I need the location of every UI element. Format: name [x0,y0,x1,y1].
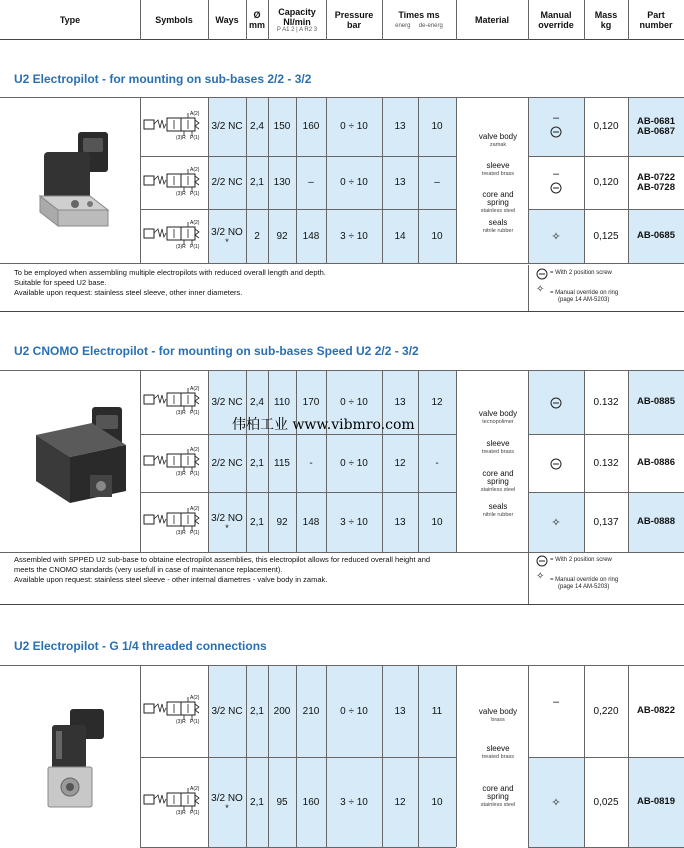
column-divider [418,665,419,847]
material-entry [474,745,522,761]
material-entry [474,503,522,519]
column-divider [246,97,247,263]
symbol-label-r: (3)R [176,410,186,416]
cap1-value: 95 [276,796,288,808]
legend-screw: = With 2 position screw [550,557,612,563]
ways-value [208,434,246,492]
energ-value: 13 [394,705,406,717]
part-number [628,665,684,757]
column-divider [208,370,209,552]
mass-value: 0,120 [593,121,619,132]
column-divider [326,665,327,847]
header-diameter [246,0,268,40]
material-entry [474,708,522,724]
column-divider [268,97,269,263]
capacity-unit: Nl/min [283,16,311,27]
material-type: treated brass [481,171,515,177]
pressure-value: 0 ÷ 10 [340,457,368,469]
header-divider [326,0,327,40]
mass-value: 0,220 [593,705,619,717]
ways-text: 3/2 NC [211,396,243,408]
header-part [628,0,684,40]
pressure-label: Pressure [334,10,374,20]
screw-icon [550,457,562,469]
pressure-value: 0 ÷ 10 [340,396,368,408]
part-number [628,434,684,492]
ways-value [208,757,246,847]
override-dash: – [552,167,560,180]
symbol-label-a: A(2) [190,110,200,117]
energ-value: 13 [394,516,406,528]
column-divider [418,97,419,263]
header-divider [382,0,383,40]
energ-value: 12 [394,796,406,808]
legend-screw: = With 2 position screw [550,270,612,276]
diam-value: 2,1 [250,177,264,188]
manual-ring-icon: ✧ [551,230,561,243]
section-divider [0,604,684,605]
material-type: stainless steel [480,487,516,493]
symbol-label-r: (3)R [176,719,186,725]
ways-value [208,97,246,156]
energ-value: 13 [394,396,406,408]
override-label: override [538,20,574,30]
mass-label: Mass [594,10,618,20]
symbol-label-a: A(2) [190,166,200,173]
note-line: Assembled with SPPED U2 sub-base to obtaine electropilot assemblies, this electropilot allows for reduced overall height and [14,555,431,564]
column-divider [584,370,585,552]
column-divider [382,665,383,847]
column-divider [140,97,141,263]
part-number [628,757,684,847]
cap1-value: 115 [274,457,290,469]
material-entry [474,440,522,456]
legend-ring: = Manual override on ring [550,290,619,296]
mass-value: 0,125 [593,230,619,242]
symbol-label-p: P(1) [190,471,200,477]
header-capacity [268,0,326,40]
section-title: U2 Electropilot - for mounting on sub-bases 2/2 - 3/2 [14,72,312,86]
screw-icon [536,554,548,566]
deenerg-value: 11 [431,705,443,717]
note-line: To be employed when assembling multiple electropilots with reduced overall length and depth. [14,268,326,277]
part-label: Part [647,10,665,20]
table-divider [0,263,684,264]
pressure-unit: bar [346,20,361,30]
column-divider [584,97,585,263]
energ-value: 13 [394,121,406,132]
mass-value: 0.132 [593,457,619,469]
material-entry [474,133,522,149]
ways-text: 3/2 NO [211,792,243,804]
symbol-label-r: (3)R [176,810,186,816]
column-divider [628,665,629,847]
notes-divider [528,265,529,311]
part-number-b: AB-0687 [636,125,676,137]
section-divider [0,311,684,312]
cap2-value: 148 [302,230,320,242]
manual-label: Manual [540,10,572,20]
symbol-label-a: A(2) [190,386,200,392]
capacity-label: Capacity [278,6,316,17]
legend-page: (page 14 AM-5203) [558,297,610,303]
times-energ: energ [395,23,411,29]
column-divider [456,97,457,263]
cap2-value: – [308,177,314,188]
cap1-value: 92 [276,516,288,528]
material-entry [474,410,522,426]
deenerg-value: 12 [431,396,443,408]
mass-value: 0.132 [593,396,619,408]
column-divider [326,97,327,263]
column-divider [418,370,419,552]
watermark: 伟柏工业 www.vibmro.com [232,417,415,433]
header-mass [584,0,628,40]
column-divider [296,370,297,552]
override-dash: – [552,696,560,708]
pressure-value: 0 ÷ 10 [340,121,368,132]
header-symbols: Symbols [155,15,193,25]
header-divider [246,0,247,40]
deenerg-value: 10 [431,516,443,528]
cap1-value: 92 [276,230,288,242]
material-part: valve body [478,707,518,716]
part-number [628,492,684,552]
screw-icon [550,396,562,408]
column-divider [296,665,297,847]
symbol-label-a: A(2) [190,447,200,453]
column-divider [296,97,297,263]
symbol-label-a: A(2) [190,695,200,701]
note-line: meets the CNOMO standards (very usefull in case of maintenance replacement). [14,565,283,574]
material-type: brass [491,717,505,723]
column-divider [140,370,141,552]
column-divider [208,97,209,263]
symbol-label-a: A(2) [190,506,200,512]
material-part: sleeve [486,744,510,753]
energ-value: 12 [394,457,406,469]
column-divider [456,370,457,552]
column-divider [584,665,585,847]
note-line: Suitable for speed U2 base. [14,278,107,287]
deenerg-value: 10 [431,796,443,808]
material-entry [474,785,522,809]
material-part: core and spring [482,190,514,207]
material-part: seals [488,218,508,227]
symbol-label-a: A(2) [190,220,200,226]
cap2-value: 148 [302,516,320,528]
cap1-value: 130 [273,177,291,188]
product-photo [30,130,120,230]
diam-value: 2,4 [250,121,264,132]
header-type: Type [59,15,81,25]
product-photo [42,705,112,815]
symbol-label-p: P(1) [190,530,200,536]
screw-icon [536,267,548,279]
mass-unit: kg [600,20,612,30]
diam-unit: mm [248,20,265,30]
times-deenerg: de-energ [418,23,443,29]
header-manual [528,0,584,40]
material-part: valve body [478,409,518,418]
deenerg-value: 10 [431,230,443,242]
header-ways: Ways [215,15,239,25]
cap1-value: 110 [274,396,290,408]
header-divider [456,0,457,40]
material-type: tecnopolimer [482,419,514,425]
diam-value: 2,4 [250,396,264,408]
cap2-value: 210 [302,705,320,717]
capacity-sub1: P A1 2 [276,26,295,33]
part-number-a: AB-0885 [636,396,676,407]
mass-value: 0,025 [593,796,619,808]
note-star: * [225,802,229,813]
column-divider [140,665,141,847]
header-times [382,0,456,40]
header-divider [208,0,209,40]
cap2-value: 170 [302,396,320,408]
symbol-label-a: A(2) [190,786,200,792]
header-divider [584,0,585,40]
pressure-value: 3 ÷ 10 [340,230,368,242]
symbol-label-p: P(1) [190,810,200,816]
deenerg-value: - [435,457,439,469]
ways-text: 3/2 NC [211,705,243,717]
part-number-a: AB-0681 [636,115,676,127]
section-title: U2 CNOMO Electropilot - for mounting on sub-bases Speed U2 2/2 - 3/2 [14,344,419,358]
table-header [0,0,684,40]
ways-value [208,492,246,552]
manual-ring-icon: ✧ [551,516,561,529]
header-divider [628,0,629,40]
symbol-label-p: P(1) [190,244,200,250]
ways-value [208,209,246,263]
header-pressure [326,0,382,40]
material-type: treated brass [481,754,515,760]
note-star: * [225,522,229,533]
diam-value: 2,1 [250,516,264,528]
material-part: valve body [478,132,518,141]
energ-value: 13 [394,177,406,188]
ways-text: 3/2 NC [211,121,243,132]
diam-value: 2,1 [250,705,264,717]
times-label: Times ms [398,10,440,20]
part-number-a: AB-0822 [636,705,676,716]
legend-page: (page 14 AM-5203) [558,584,610,590]
column-divider [382,97,383,263]
symbol-label-r: (3)R [176,530,186,536]
header-divider [140,0,141,40]
material-type: nitrile rubber [482,228,514,234]
column-divider [326,370,327,552]
material-entry [474,219,522,235]
material-type: stainless steel [480,802,516,808]
part-number-a: AB-0685 [636,230,676,241]
part-number [628,97,684,156]
diam-value: 2,1 [250,457,264,469]
ways-text: 3/2 NO [211,512,243,524]
part-number [628,156,684,209]
capacity-sub: P A1 2 | A R2 3 [276,26,318,33]
cap2-value: 160 [302,121,320,132]
screw-icon [550,181,562,193]
column-divider [246,665,247,847]
times-sub [395,23,443,30]
cap1-value: 150 [273,121,291,132]
column-divider [208,665,209,847]
column-divider [628,370,629,552]
column-divider [528,97,529,263]
screw-icon [550,125,562,137]
material-type: nitrile rubber [482,512,514,518]
pressure-value: 3 ÷ 10 [340,516,368,528]
cap1-value: 200 [273,705,291,717]
manual-ring-icon: ✧ [536,284,545,295]
part-number-b: AB-0728 [636,181,676,193]
override-dash: – [552,111,560,124]
section-title: U2 Electropilot - G 1/4 threaded connections [14,639,267,653]
cap2-value: 160 [302,796,320,808]
notes-divider [528,552,529,604]
diam-label: Ø [253,10,261,20]
diam-value: 2,1 [250,796,264,808]
number-label: number [639,20,673,30]
legend-ring: = Manual override on ring [550,577,619,583]
manual-ring-icon: ✧ [536,571,545,582]
ways-text: 2/2 NC [211,457,243,469]
pressure-value: 0 ÷ 10 [340,177,368,188]
part-number [628,370,684,434]
column-divider [628,97,629,263]
table-divider [0,552,684,553]
cap2-value: - [309,457,313,469]
symbol-label-r: (3)R [176,190,186,197]
ways-value [208,156,246,209]
material-part: seals [488,502,508,511]
part-number-a: AB-0888 [636,516,676,527]
energ-value: 14 [394,230,406,242]
part-number [628,209,684,263]
material-type: zamak [489,142,507,148]
material-entry [474,470,522,494]
ways-text: 2/2 NC [211,177,243,188]
material-part: sleeve [486,161,510,170]
mass-value: 0,120 [593,177,619,188]
deenerg-value: 10 [431,121,443,132]
header-divider [268,0,269,40]
ways-text: 3/2 NO [211,226,243,238]
column-divider [268,370,269,552]
capacity-sub2: A R2 3 [299,26,318,33]
column-divider [528,370,529,552]
part-number-a: AB-0819 [636,796,676,807]
product-photo [30,405,130,515]
material-entry [474,191,522,215]
symbol-label-r: (3)R [176,244,186,250]
pressure-value: 3 ÷ 10 [340,796,368,808]
material-part: sleeve [486,439,510,448]
mass-value: 0,137 [593,516,619,528]
material-part: core and spring [482,469,514,486]
column-divider [246,370,247,552]
material-type: treated brass [481,449,515,455]
symbol-label-p: P(1) [190,410,200,416]
part-number-a: AB-0722 [636,171,676,183]
deenerg-value: – [434,177,440,188]
column-divider [456,665,457,847]
note-line: Available upon request: stainless steel sleeve, other inner diameters. [14,288,243,297]
symbol-label-r: (3)R [176,471,186,477]
pressure-value: 0 ÷ 10 [340,705,368,717]
symbol-label-r: (3)R [176,134,186,141]
note-star: * [225,236,229,247]
material-entry [474,162,522,178]
note-line: Available upon request: stainless steel sleeve - other internal diametres - valve body in zamak. [14,575,328,584]
symbol-label-p: P(1) [190,134,200,141]
manual-ring-icon: ✧ [551,796,561,809]
column-divider [528,665,529,847]
material-type: stainless steel [480,208,516,214]
header-material: Material [474,15,509,25]
symbol-label-p: P(1) [190,719,200,725]
column-divider [268,665,269,847]
header-divider [528,0,529,40]
column-divider [382,370,383,552]
material-part: core and spring [482,784,514,801]
part-number-a: AB-0886 [636,457,676,468]
ways-value [208,665,246,757]
symbol-label-p: P(1) [190,190,200,197]
diam-value: 2 [254,230,260,242]
